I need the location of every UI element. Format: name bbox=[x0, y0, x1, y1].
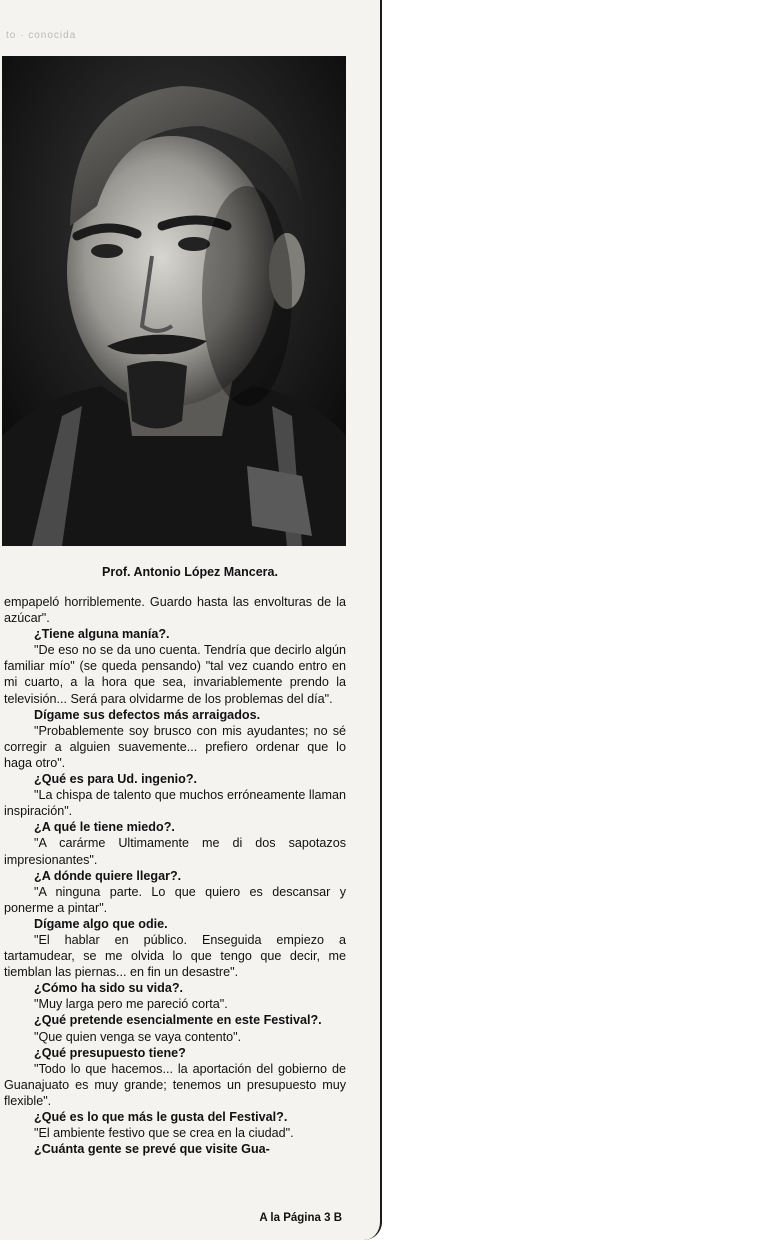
question: ¿A qué le tiene miedo?. bbox=[34, 820, 175, 835]
answer: "El hablar en público. Enseguida empiezo a tartamudear, se me olvida lo que tengo que decir, me tiemblan las piernas... en fin un desastre". bbox=[4, 932, 346, 980]
lead-paragraph: empapeló horriblemente. Guardo hasta las envolturas de la azúcar". bbox=[4, 595, 346, 626]
answer: "Todo lo que hacemos... la aportación del gobierno de Guanajuato es muy grande; tenemos un presupuesto muy flexible". bbox=[4, 1061, 346, 1108]
answer: "Muy larga pero me pareció corta". bbox=[34, 997, 228, 1012]
answer: "De eso no se da uno cuenta. Tendría que decirlo algún familiar mío" (se queda pensando) "tal vez cuando entro en mi cuarto, a la hora que sea, invariablemente prendo la televisión... Será para olvidarme de los problemas del día". bbox=[4, 643, 346, 706]
newspaper-clipping bbox=[0, 0, 382, 1240]
answer: "La chispa de talento que muchos erróneamente llaman inspiración". bbox=[4, 788, 346, 819]
question: ¿A dónde quiere llegar?. bbox=[34, 868, 182, 883]
answer: "Que quien venga se vaya contento". bbox=[34, 1029, 242, 1044]
answer: "A ninguna parte. Lo que quiero es descansar y ponerme a pintar". bbox=[4, 884, 346, 915]
portrait-photo bbox=[2, 56, 346, 546]
question: ¿Qué es para Ud. ingenio?. bbox=[34, 772, 198, 787]
question: ¿Tiene alguna manía?. bbox=[34, 627, 170, 642]
answer: "El ambiente festivo que se crea en la ciudad". bbox=[34, 1126, 294, 1141]
question: ¿Qué presupuesto tiene? bbox=[34, 1045, 186, 1060]
top-text-fragment: to · conocida bbox=[6, 30, 77, 41]
question: ¿Cómo ha sido su vida?. bbox=[34, 981, 184, 996]
photo-caption: Prof. Antonio López Mancera. bbox=[102, 565, 278, 579]
portrait-image bbox=[2, 56, 346, 546]
continued-on-page: A la Página 3 B bbox=[259, 1212, 342, 1224]
answer: "A carárme Ultimamente me di dos sapotazos impresionantes". bbox=[4, 836, 346, 867]
question: ¿Cuánta gente se prevé que visite Gua- bbox=[34, 1142, 270, 1157]
answer: "Probablemente soy brusco con mis ayudantes; no sé corregir a alguien suavemente... prefiero ordenar que lo haga otro". bbox=[4, 723, 346, 770]
interview-article bbox=[4, 594, 346, 1157]
question: Dígame algo que odie. bbox=[34, 916, 168, 931]
question: ¿Qué es lo que más le gusta del Festival?. bbox=[34, 1110, 288, 1124]
question: ¿Qué pretende esencialmente en este Festival?. bbox=[34, 1013, 322, 1028]
question: Dígame sus defectos más arraigados. bbox=[34, 707, 261, 722]
